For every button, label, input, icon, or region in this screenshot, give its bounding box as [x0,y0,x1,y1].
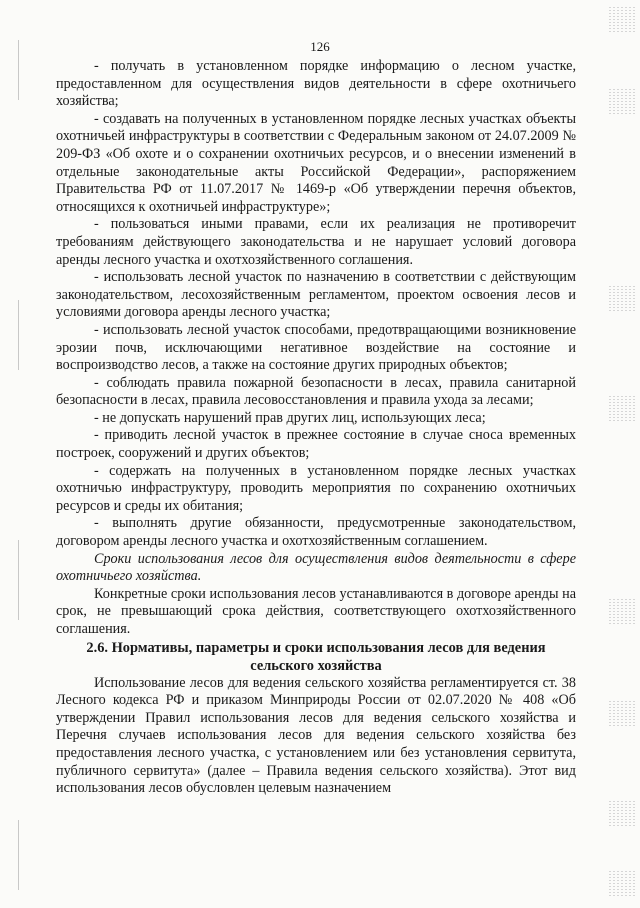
scan-edge-noise-8 [608,870,636,896]
scan-edge-noise-5 [608,598,636,624]
paragraph: - использовать лесной участок способами, предотвращающими возникновение эрозии почв, исключающими негативное воздействие на состояние и воспроизводство лесов, а также на состояние других природных объектов; [56,321,576,374]
paragraph: - использовать лесной участок по назначению в соответствии с действующим законодательством, лесохозяйственным регламентом, проектом освоения лесов и условиями договора аренды лесного участка; [56,269,576,321]
document-body [56,58,576,798]
paragraph: - получать в установленном порядке информацию о лесном участке, предоставленном для осуществления видов деятельности в сфере охотничьего хозяйства; [56,58,576,110]
scan-edge-noise-6 [608,700,636,726]
page-number: 126 [310,39,330,54]
paragraph: - создавать на полученных в установленном порядке лесных участках объекты охотничьей инфраструктуры в соответствии с Федеральным законом от 24.07.2009 № 209-ФЗ «Об охоте и о сохранении охотничьих ресурсов, и о внесении изменений в отдельные законодательные акты Российской Федерации», распоряжением Правительства РФ от 11.07.2017 № 1469-р «Об утверждении перечня объектов, относящихся к охотничьей инфраструктуре»; [56,110,576,215]
scan-edge-noise-7 [608,800,636,826]
left-margin-line-4 [18,820,19,890]
paragraph: - содержать на полученных в установленном порядке лесных участках охотничью инфраструктуру, проводить мероприятия по сохранению охотничьих ресурсов и среды их обитания; [56,462,576,514]
paragraph: - приводить лесной участок в прежнее состояние в случае сноса временных построек, сооружений и других объектов; [56,427,576,462]
left-margin-line-3 [18,540,19,620]
paragraph: - пользоваться иными правами, если их реализация не противоречит требованиям действующего законодательства и не нарушает условий договора аренды лесного участка и охотхозяйственного соглашения. [56,216,576,268]
scan-edge-noise-1 [608,6,636,32]
left-margin-line-2 [18,300,19,370]
paragraph: - соблюдать правила пожарной безопасности в лесах, правила санитарной безопасности в лесах, правила лесовосстановления и правила ухода за лесами; [56,374,576,409]
scan-edge-noise-4 [608,395,636,421]
paragraph: Использование лесов для ведения сельского хозяйства регламентируется ст. 38 Лесного кодекса РФ и приказом Минприроды России от 02.07.2020 № 408 «Об утверждении Правил использования лесов для ведения сельского хозяйства и Перечня случаев использования лесов для ведения сельского хозяйства без предоставления лесного участка, с установлением или без установления сервитута, публичного сервитута» (далее – Правила ведения сельского хозяйства). Этот вид использования лесов обусловлен целевым назначением [56,674,576,797]
section-heading: 2.6. Нормативы, параметры и сроки использования лесов для ведения сельского хозяйства [86,639,546,674]
paragraph: - выполнять другие обязанности, предусмотренные законодательством, договором аренды лесного участка и охотхозяйственным соглашением. [56,515,576,550]
paragraph: - не допускать нарушений прав других лиц, использующих леса; [94,409,486,426]
scan-edge-noise-2 [608,88,636,114]
scan-edge-noise-3 [608,285,636,311]
italic-subheading: Сроки использования лесов для осуществления видов деятельности в сфере охотничьего хозяйства. [56,550,576,585]
paragraph: Конкретные сроки использования лесов устанавливаются в договоре аренды на срок, не превышающий срока действия, соответствующего охотхозяйственного соглашения. [56,585,576,637]
